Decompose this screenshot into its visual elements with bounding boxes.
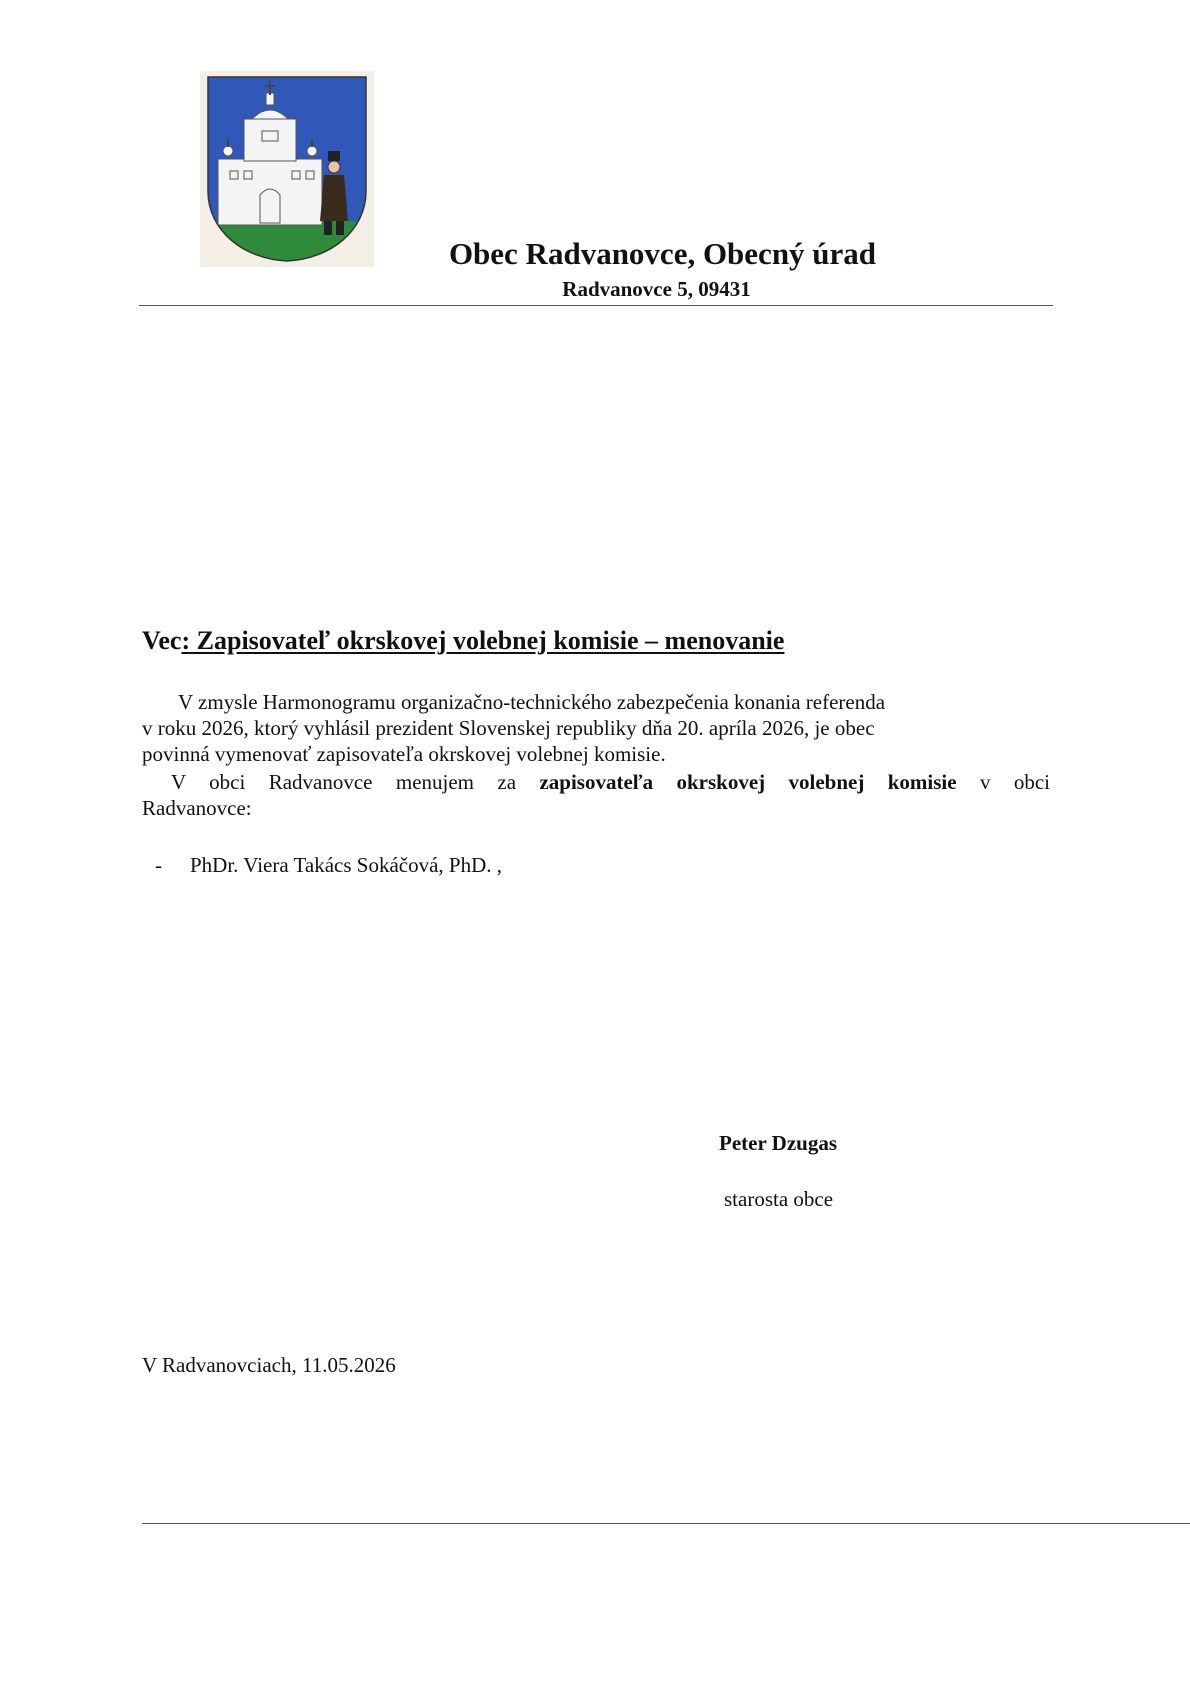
appointee-name: PhDr. Viera Takács Sokáčová, PhD. , — [190, 853, 503, 877]
header-divider — [139, 305, 1053, 306]
paragraph-2-line-1 — [142, 769, 1050, 795]
list-bullet: - — [155, 853, 162, 877]
paragraph-2-line-2: Radvanovce: — [142, 796, 252, 820]
subject-text: : Zapisovateľ okrskovej volebnej komisie – menovanie — [181, 626, 785, 655]
paragraph-1-line-2: v roku 2026, ktorý vyhlásil prezident Slovenskej republiky dňa 20. apríla 2026, je obec — [142, 716, 875, 740]
subject-line — [142, 626, 784, 656]
signer-name: Peter Dzugas — [719, 1131, 837, 1155]
paragraph-1-line-1: V zmysle Harmonogramu organizačno-technického zabezpečenia konania referenda — [178, 690, 886, 714]
footer-divider — [142, 1523, 1190, 1524]
signer-role: starosta obce — [724, 1187, 834, 1211]
place-date: V Radvanovciach, 11.05.2026 — [142, 1353, 396, 1377]
paragraph-1-line-3: povinná vymenovať zapisovateľa okrskovej volebnej komisie. — [142, 742, 666, 766]
office-title: Obec Radvanovce, Obecný úrad — [448, 236, 877, 271]
paragraph-2-text-before: V obci Radvanovce menujem za — [171, 770, 540, 794]
paragraph-2-text-after: v obci — [956, 770, 1050, 794]
paragraph-2-bold-role: zapisovateľa okrskovej volebnej komisie — [539, 770, 957, 794]
subject-prefix: Vec — [142, 626, 182, 655]
office-address: Radvanovce 5, 09431 — [562, 277, 751, 301]
